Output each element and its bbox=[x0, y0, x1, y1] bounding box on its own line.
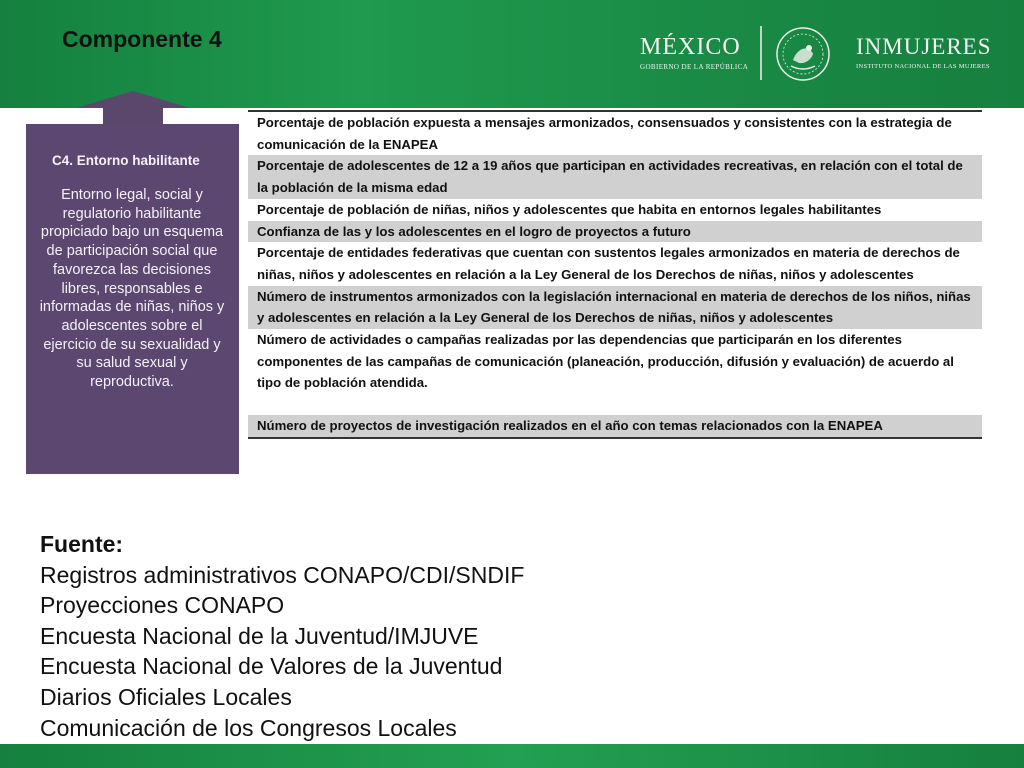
logo-inmujeres-subtext: INSTITUTO NACIONAL DE LAS MUJERES bbox=[856, 63, 990, 70]
indicator-cell: Número de instrumentos armonizados con la legislación internacional en materia de derechos de los niños, niñas y adolescentes en relación a la Ley General de los Derechos de niñas, niños y adolescentes bbox=[248, 286, 982, 329]
table-row bbox=[248, 286, 982, 329]
table-row bbox=[248, 242, 982, 285]
sources-label: Fuente: bbox=[40, 531, 124, 557]
table-row bbox=[248, 199, 982, 221]
source-item: Encuesta Nacional de Valores de la Juventud bbox=[40, 653, 503, 680]
footer-band bbox=[0, 744, 1024, 768]
table-row bbox=[248, 111, 982, 155]
indicator-cell: Número de proyectos de investigación realizados en el año con temas relacionados con la ENAPEA bbox=[248, 415, 982, 438]
logo-mexico-text: MÉXICO bbox=[640, 34, 741, 60]
source-item: Encuesta Nacional de la Juventud/IMJUVE bbox=[40, 622, 479, 649]
up-arrow-stem bbox=[103, 107, 163, 124]
indicators-table bbox=[248, 110, 982, 439]
indicator-cell: Número de actividades o campañas realizadas por las dependencias que participarán en los diferentes componentes de las campañas de comunicación (planeación, producción, difusión y evaluación) de acuerdo al tipo de población atendida. bbox=[257, 332, 954, 391]
indicator-cell: Porcentaje de adolescentes de 12 a 19 años que participan en actividades recreativas, en relación con el total de la población de la misma edad bbox=[248, 155, 982, 198]
table-row bbox=[248, 155, 982, 198]
sources-block bbox=[40, 529, 524, 743]
indicator-cell: Confianza de las y los adolescentes en el logro de proyectos a futuro bbox=[248, 221, 982, 243]
logo-mexico-subtext: GOBIERNO DE LA REPÚBLICA bbox=[640, 63, 749, 71]
component-description: Entorno legal, social y regulatorio habilitante propiciado bajo un esquema de participación social que favorezca las decisiones libres, responsables e informadas de niñas, niños y adolescentes sobre el ejercicio de su sexualidad y su salud sexual y reproductiva. bbox=[39, 187, 225, 391]
source-item: Proyecciones CONAPO bbox=[40, 592, 285, 619]
indicator-cell: Porcentaje de población de niñas, niños y adolescentes que habita en entornos legales habilitantes bbox=[257, 201, 882, 217]
page-title: Componente 4 bbox=[62, 26, 222, 52]
indicator-cell: Porcentaje de población expuesta a mensajes armonizados, consensuados y consistentes con la estrategia de comunicación de la ENAPEA bbox=[257, 115, 952, 152]
up-arrow-icon bbox=[76, 91, 190, 108]
logo-inmujeres-text: INMUJERES bbox=[856, 34, 992, 59]
source-item: Registros administrativos CONAPO/CDI/SNDIF bbox=[40, 561, 525, 588]
national-seal-icon bbox=[775, 26, 831, 82]
table-row bbox=[248, 415, 982, 438]
table-row bbox=[248, 221, 982, 243]
indicator-cell: Porcentaje de entidades federativas que cuentan con sustentos legales armonizados en materia de derechos de niñas, niños y adolescentes en relación a la Ley General de los Derechos de niñas, niños y adolescentes bbox=[257, 245, 960, 282]
logo-inmujeres bbox=[856, 34, 992, 70]
source-item: Diarios Oficiales Locales bbox=[40, 683, 292, 710]
logo-divider bbox=[760, 26, 762, 80]
component-box bbox=[26, 124, 239, 474]
table-row bbox=[248, 329, 982, 415]
logo-mexico bbox=[640, 34, 748, 71]
component-title: C4. Entorno habilitante bbox=[52, 153, 200, 168]
source-item: Comunicación de los Congresos Locales bbox=[40, 714, 457, 741]
